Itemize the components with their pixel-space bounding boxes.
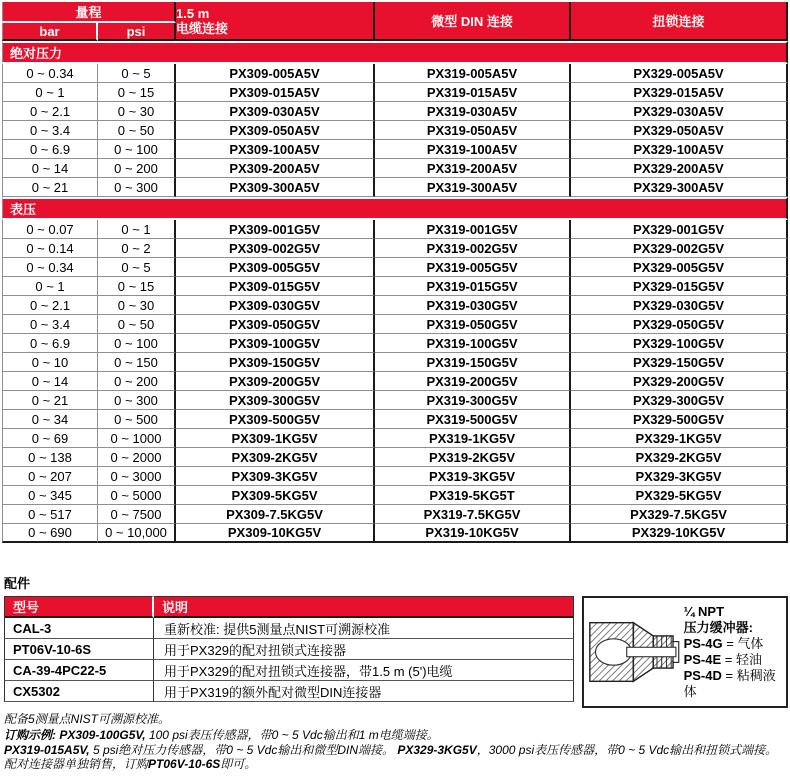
model-cell: PX319-200A5V [375, 159, 571, 178]
table-row [2, 277, 788, 296]
snubber-desc: = 粘稠液体 [683, 668, 776, 699]
note-segment: PX329-3KG5V [397, 743, 477, 757]
table-row [2, 159, 788, 178]
model-cell: PX309-10KG5V [176, 524, 375, 543]
header-mini-din: 微型 DIN 连接 [375, 2, 571, 41]
accessory-row [4, 681, 574, 702]
model-cell: PX319-002G5V [375, 239, 571, 258]
model-cell: PX329-030A5V [571, 102, 788, 121]
model-cell: PX309-005A5V [176, 64, 375, 83]
order-example-line1 [4, 729, 788, 743]
table-row [2, 334, 788, 353]
table-row [2, 524, 788, 543]
note-segment: 订购示例: PX309-100G5V, [4, 727, 146, 742]
table-row [2, 410, 788, 429]
table-row [2, 64, 788, 83]
snubber-desc: = 轻油 [721, 652, 762, 667]
table-header [2, 2, 788, 41]
range-cell: 0 ~ 50 [98, 121, 176, 140]
table-row [2, 391, 788, 410]
range-cell: 0 ~ 300 [98, 391, 176, 410]
model-cell: PX309-500G5V [176, 410, 375, 429]
range-cell: 0 ~ 150 [98, 353, 176, 372]
model-cell: PX319-2KG5V [375, 448, 571, 467]
range-cell: 0 ~ 207 [2, 467, 98, 486]
accessory-row [4, 660, 574, 681]
model-cell: PX319-200G5V [375, 372, 571, 391]
snubber-model: PS-4D [683, 668, 722, 683]
model-cell: PX309-200G5V [176, 372, 375, 391]
model-cell: PX329-005G5V [571, 258, 788, 277]
order-example-line2 [4, 744, 788, 771]
range-cell: 0 ~ 14 [2, 372, 98, 391]
table-row [2, 296, 788, 315]
model-cell: PX309-050A5V [176, 121, 375, 140]
model-cell: PX329-7.5KG5V [571, 505, 788, 524]
model-cell: PX309-030G5V [176, 296, 375, 315]
model-cell: PX309-100A5V [176, 140, 375, 159]
model-cell: PX329-10KG5V [571, 524, 788, 543]
range-cell: 0 ~ 5 [98, 64, 176, 83]
model-cell: PX319-050A5V [375, 121, 571, 140]
accessories-body [4, 618, 574, 702]
range-cell: 0 ~ 500 [98, 410, 176, 429]
note-segment: ，3000 psi表压传感器，带0 ~ 5 Vdc输出和扭锁式端接。配对连接器单独销售，订购 [4, 743, 778, 771]
accessories-flex [2, 596, 788, 708]
header-psi: psi [98, 23, 176, 41]
model-cell: PX329-300G5V [571, 391, 788, 410]
range-cell: 0 ~ 1 [98, 220, 176, 239]
table-row [2, 83, 788, 102]
table-row [2, 448, 788, 467]
range-cell: 0 ~ 5000 [98, 486, 176, 505]
model-cell: PX319-5KG5T [375, 486, 571, 505]
model-cell: PX309-050G5V [176, 315, 375, 334]
accessory-row [4, 618, 574, 639]
range-cell: 0 ~ 30 [98, 102, 176, 121]
accessory-description-cell: 用于PX319的额外配对微型DIN连接器 [154, 681, 574, 702]
table-row [2, 372, 788, 391]
model-cell: PX319-300A5V [375, 178, 571, 197]
pressure-model-table [2, 2, 788, 543]
snubber-desc: = 气体 [722, 636, 764, 651]
model-cell: PX329-5KG5V [571, 486, 788, 505]
model-cell: PX309-5KG5V [176, 486, 375, 505]
model-cell: PX319-100G5V [375, 334, 571, 353]
model-cell: PX309-100G5V [176, 334, 375, 353]
snubber-model: PS-4G [683, 636, 723, 651]
model-cell: PX319-005G5V [375, 258, 571, 277]
table-row [2, 102, 788, 121]
table-row [2, 467, 788, 486]
range-cell: 0 ~ 7500 [98, 505, 176, 524]
model-cell: PX319-050G5V [375, 315, 571, 334]
model-cell: PX329-050A5V [571, 121, 788, 140]
model-cell: PX309-030A5V [176, 102, 375, 121]
model-cell: PX309-005G5V [176, 258, 375, 277]
header-cable-connection [176, 2, 375, 41]
model-cell: PX329-015A5V [571, 83, 788, 102]
range-cell: 0 ~ 0.34 [2, 64, 98, 83]
snubber-title-line1: ¼ NPT [683, 604, 725, 619]
model-cell: PX329-1KG5V [571, 429, 788, 448]
range-cell: 0 ~ 345 [2, 486, 98, 505]
model-cell: PX319-300G5V [375, 391, 571, 410]
range-cell: 0 ~ 15 [98, 83, 176, 102]
accessory-model-cell: CA-39-4PC22-5 [4, 660, 154, 681]
model-cell: PX329-500G5V [571, 410, 788, 429]
range-cell: 0 ~ 690 [2, 524, 98, 543]
model-cell: PX329-050G5V [571, 315, 788, 334]
model-cell: PX329-200G5V [571, 372, 788, 391]
range-cell: 0 ~ 10,000 [98, 524, 176, 543]
model-cell: PX319-005A5V [375, 64, 571, 83]
range-cell: 0 ~ 34 [2, 410, 98, 429]
model-cell: PX309-7.5KG5V [176, 505, 375, 524]
table-row [2, 178, 788, 197]
accessories-title: 配件 [4, 576, 31, 591]
note-segment: PX319-015A5V, [4, 743, 90, 757]
table-row [2, 239, 788, 258]
table-row [2, 220, 788, 239]
range-cell: 0 ~ 50 [98, 315, 176, 334]
section-label: 表压 [2, 197, 788, 220]
model-cell: PX329-2KG5V [571, 448, 788, 467]
range-cell: 0 ~ 69 [2, 429, 98, 448]
model-cell: PX329-002G5V [571, 239, 788, 258]
table-row [2, 429, 788, 448]
model-cell: PX319-500G5V [375, 410, 571, 429]
snubber-item [684, 668, 783, 700]
range-cell: 0 ~ 1 [2, 277, 98, 296]
header-row-1 [2, 2, 788, 23]
note-segment: 100 psi表压传感器，带0 ~ 5 Vdc输出和1 m电缆端接。 [145, 727, 439, 742]
range-cell: 0 ~ 5 [98, 258, 176, 277]
model-cell: PX319-015A5V [375, 83, 571, 102]
range-cell: 0 ~ 517 [2, 505, 98, 524]
range-cell: 0 ~ 0.14 [2, 239, 98, 258]
model-cell: PX319-015G5V [375, 277, 571, 296]
range-cell: 0 ~ 15 [98, 277, 176, 296]
range-cell: 0 ~ 6.9 [2, 334, 98, 353]
range-cell: 0 ~ 21 [2, 391, 98, 410]
model-cell: PX319-150G5V [375, 353, 571, 372]
model-cell: PX309-015A5V [176, 83, 375, 102]
accessory-model-cell: CX5302 [4, 681, 154, 702]
range-cell: 0 ~ 300 [98, 178, 176, 197]
table-row [2, 121, 788, 140]
accessories-header-row [4, 596, 574, 618]
model-cell: PX329-100G5V [571, 334, 788, 353]
accessory-description-cell: 重新校准: 提供5测量点NIST可溯源校准 [154, 618, 574, 639]
model-cell: PX329-3KG5V [571, 467, 788, 486]
model-cell: PX309-300A5V [176, 178, 375, 197]
model-cell: PX309-3KG5V [176, 467, 375, 486]
range-cell: 0 ~ 3000 [98, 467, 176, 486]
range-cell: 0 ~ 3.4 [2, 315, 98, 334]
range-cell: 0 ~ 100 [98, 334, 176, 353]
model-cell: PX319-100A5V [375, 140, 571, 159]
table-row [2, 258, 788, 277]
table-row [2, 486, 788, 505]
model-cell: PX319-030G5V [375, 296, 571, 315]
accessory-description-cell: 用于PX329的配对扭锁式连接器 [154, 639, 574, 660]
accessories-header-model: 型号 [4, 596, 154, 618]
header-cable-line1: 1.5 m [176, 5, 210, 21]
header-bar: bar [2, 23, 98, 41]
range-cell: 0 ~ 3.4 [2, 121, 98, 140]
accessories-header-description: 说明 [154, 596, 574, 618]
model-cell: PX309-015G5V [176, 277, 375, 296]
note-segment: PT06V-10-6S [148, 756, 221, 771]
range-cell: 0 ~ 2000 [98, 448, 176, 467]
pressure-snubber-box [582, 596, 788, 708]
model-cell: PX329-200A5V [571, 159, 788, 178]
model-cell: PX329-030G5V [571, 296, 788, 315]
model-cell: PX309-001G5V [176, 220, 375, 239]
pressure-snubber-diagram [587, 610, 682, 694]
section-band-row [2, 197, 788, 220]
table-row [2, 140, 788, 159]
section-label: 绝对压力 [2, 41, 788, 64]
table-body [2, 41, 788, 543]
model-cell: PX329-015G5V [571, 277, 788, 296]
model-cell: PX329-300A5V [571, 178, 788, 197]
range-cell: 0 ~ 30 [98, 296, 176, 315]
range-cell: 0 ~ 2 [98, 239, 176, 258]
range-cell: 0 ~ 138 [2, 448, 98, 467]
range-cell: 0 ~ 2.1 [2, 102, 98, 121]
accessory-description-cell: 用于PX329的配对扭锁式连接器，带1.5 m (5')电缆 [154, 660, 574, 681]
range-cell: 0 ~ 1 [2, 83, 98, 102]
range-cell: 0 ~ 6.9 [2, 140, 98, 159]
snubber-model: PS-4E [683, 652, 722, 667]
header-cable-line2: 电缆连接 [176, 20, 229, 36]
model-cell: PX319-1KG5V [375, 429, 571, 448]
header-twist-lock: 扭锁连接 [571, 2, 788, 41]
nist-note: 配备5测量点NIST可溯源校准。 [4, 712, 171, 726]
accessories-header [4, 596, 574, 618]
range-cell: 0 ~ 0.07 [2, 220, 98, 239]
model-cell: PX319-3KG5V [375, 467, 571, 486]
model-cell: PX309-002G5V [176, 239, 375, 258]
snubber-item [684, 636, 783, 652]
model-cell: PX309-1KG5V [176, 429, 375, 448]
range-cell: 0 ~ 200 [98, 159, 176, 178]
model-cell: PX319-001G5V [375, 220, 571, 239]
note-segment: 5 psi绝对压力传感器，带0 ~ 5 Vdc输出和微型DIN端接。 [89, 743, 398, 757]
range-cell: 0 ~ 0.34 [2, 258, 98, 277]
model-cell: PX309-2KG5V [176, 448, 375, 467]
snubber-text [684, 604, 783, 700]
model-cell: PX329-005A5V [571, 64, 788, 83]
model-cell: PX309-300G5V [176, 391, 375, 410]
accessories-section [2, 573, 788, 771]
range-cell: 0 ~ 2.1 [2, 296, 98, 315]
header-range: 量程 [2, 2, 176, 23]
section-band-row [2, 41, 788, 64]
table-row [2, 353, 788, 372]
note-segment: 即可。 [220, 756, 257, 771]
range-cell: 0 ~ 200 [98, 372, 176, 391]
model-cell: PX329-001G5V [571, 220, 788, 239]
model-cell: PX319-10KG5V [375, 524, 571, 543]
accessories-table [4, 596, 574, 702]
table-row [2, 505, 788, 524]
range-cell: 0 ~ 14 [2, 159, 98, 178]
model-cell: PX329-150G5V [571, 353, 788, 372]
model-cell: PX319-030A5V [375, 102, 571, 121]
range-cell: 0 ~ 100 [98, 140, 176, 159]
table-row [2, 315, 788, 334]
model-cell: PX319-7.5KG5V [375, 505, 571, 524]
model-cell: PX329-100A5V [571, 140, 788, 159]
range-cell: 0 ~ 10 [2, 353, 98, 372]
snubber-item [684, 652, 783, 668]
accessory-model-cell: CAL-3 [4, 618, 154, 639]
accessory-row [4, 639, 574, 660]
range-cell: 0 ~ 1000 [98, 429, 176, 448]
range-cell: 0 ~ 21 [2, 178, 98, 197]
accessory-model-cell: PT06V-10-6S [4, 639, 154, 660]
footnotes [4, 713, 788, 771]
model-cell: PX309-150G5V [176, 353, 375, 372]
model-cell: PX309-200A5V [176, 159, 375, 178]
snubber-title-line2: 压力缓冲器: [683, 620, 753, 635]
